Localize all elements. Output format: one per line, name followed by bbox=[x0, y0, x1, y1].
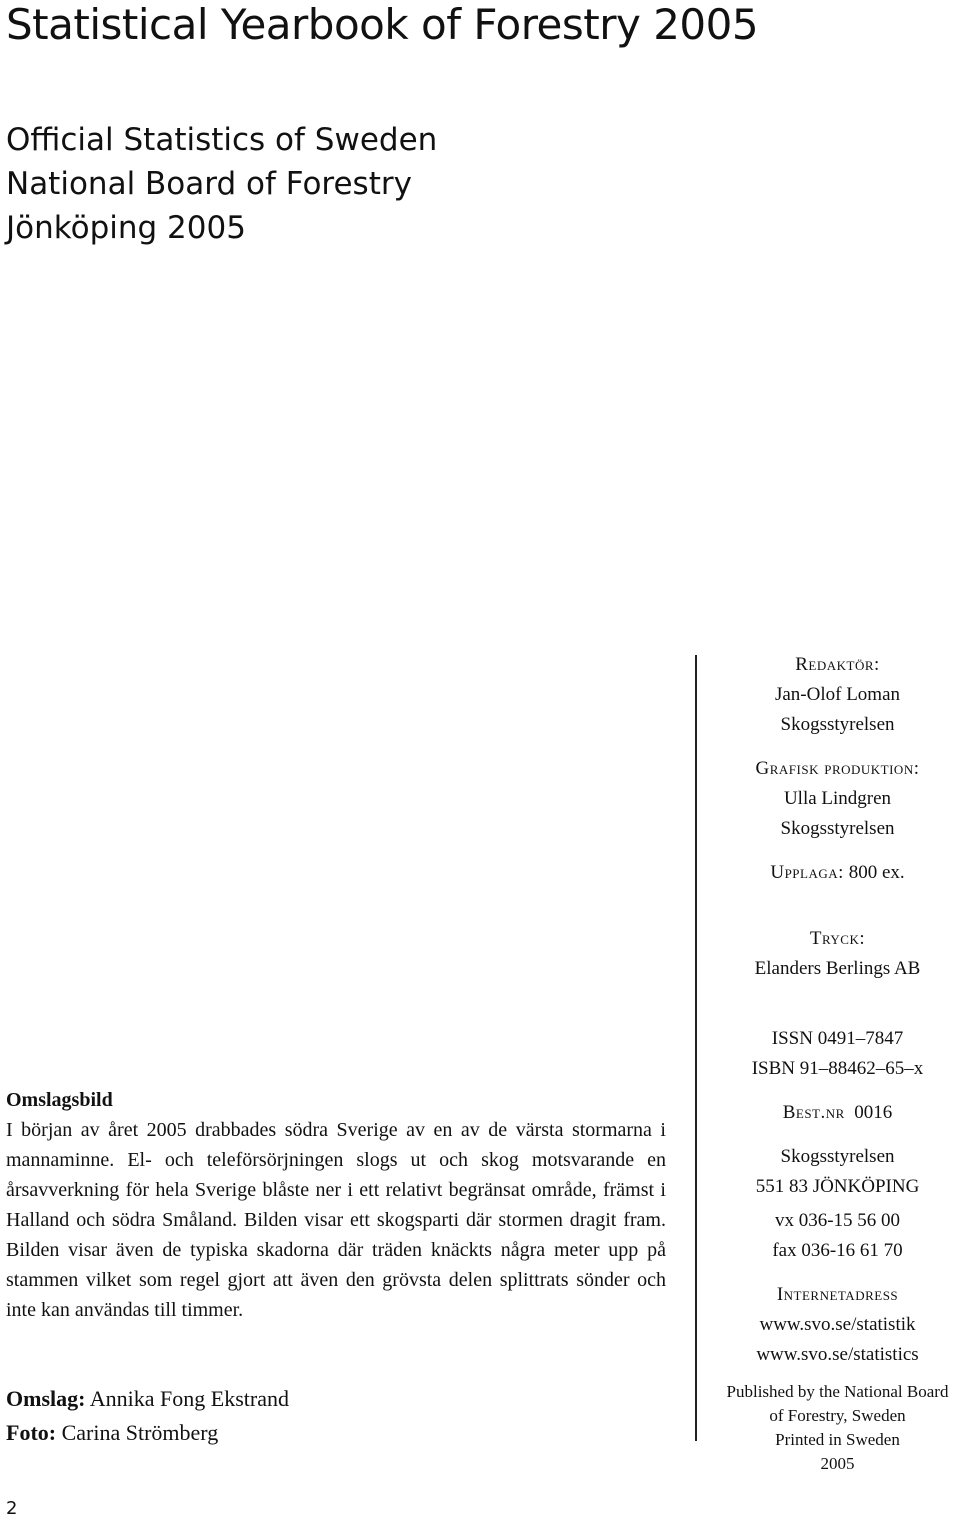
printed-in: Printed in Sweden bbox=[775, 1430, 900, 1449]
address-org: Skogsstyrelsen bbox=[780, 1146, 895, 1167]
graphics-label: Grafisk produktion: bbox=[755, 758, 920, 779]
edition-line bbox=[700, 858, 960, 888]
address-city: 551 83 JÖNKÖPING bbox=[755, 1176, 920, 1197]
publication-info bbox=[6, 118, 437, 250]
phone-number: vx 036-15 56 00 bbox=[774, 1210, 901, 1231]
order-number bbox=[700, 1098, 960, 1128]
publisher-name: National Board of Forestry bbox=[6, 166, 412, 202]
cover-design-label: Omslag: bbox=[6, 1386, 86, 1411]
cover-credits bbox=[6, 1382, 289, 1450]
published-by-2: of Forestry, Sweden bbox=[769, 1406, 906, 1425]
published-year: 2005 bbox=[820, 1454, 855, 1473]
isbn: ISBN 91–88462–65–x bbox=[751, 1058, 924, 1079]
cover-text: I början av året 2005 drabbades södra Sverige av en av de värsta stormarna i mannaminne. El- och teleförsörjningen slogs ut och skog motsvarande en årsavverkning för hela Sverige blåste ner i ett relativt begränsat område, främst i Halland och södra Småland. Bilden visar ett skogsparti där stormen dragit fram. Bilden visar även de typiska skadorna där träden knäckts några meter upp på stammen vilket som regel gjort att även den grövsta delen splittrats sönder och inte kan användas till timmer. bbox=[6, 1119, 666, 1321]
issn: ISSN 0491–7847 bbox=[771, 1028, 904, 1049]
cover-design-name: Annika Fong Ekstrand bbox=[89, 1386, 289, 1411]
place-year: Jönköping 2005 bbox=[6, 210, 246, 246]
editor-org: Skogsstyrelsen bbox=[780, 714, 895, 735]
edition-label: Upplaga: bbox=[770, 862, 844, 883]
cover-heading: Omslagsbild bbox=[6, 1089, 113, 1111]
print-label: Tryck: bbox=[809, 928, 866, 949]
graphics-name: Ulla Lindgren bbox=[783, 788, 892, 809]
page-title: Statistical Yearbook of Forestry 2005 bbox=[6, 0, 759, 49]
cover-caption bbox=[6, 1085, 666, 1325]
series-name: Official Statistics of Sweden bbox=[6, 122, 438, 158]
order-value: 0016 bbox=[854, 1102, 893, 1123]
photo-name: Carina Strömberg bbox=[61, 1420, 219, 1445]
editor-label: Redaktör: bbox=[795, 654, 880, 675]
url-statistics: www.svo.se/statistics bbox=[756, 1344, 919, 1365]
url-statistik: www.svo.se/statistik bbox=[759, 1314, 916, 1335]
editor-name: Jan-Olof Loman bbox=[774, 684, 901, 705]
photo-credit bbox=[6, 1416, 289, 1450]
photo-label: Foto: bbox=[6, 1420, 57, 1445]
page-number: 2 bbox=[6, 1498, 18, 1519]
cover-design-credit bbox=[6, 1382, 289, 1416]
graphics-org: Skogsstyrelsen bbox=[780, 818, 895, 839]
published-by-1: Published by the National Board bbox=[726, 1382, 949, 1401]
print-value: Elanders Berlings AB bbox=[754, 958, 921, 979]
order-label: Best.nr bbox=[782, 1102, 845, 1123]
edition-value: 800 ex. bbox=[848, 862, 905, 883]
column-divider bbox=[695, 655, 697, 1441]
colophon bbox=[700, 650, 960, 1476]
internet-label: Internetadress bbox=[776, 1284, 899, 1305]
fax-number: fax 036-16 61 70 bbox=[772, 1240, 903, 1261]
